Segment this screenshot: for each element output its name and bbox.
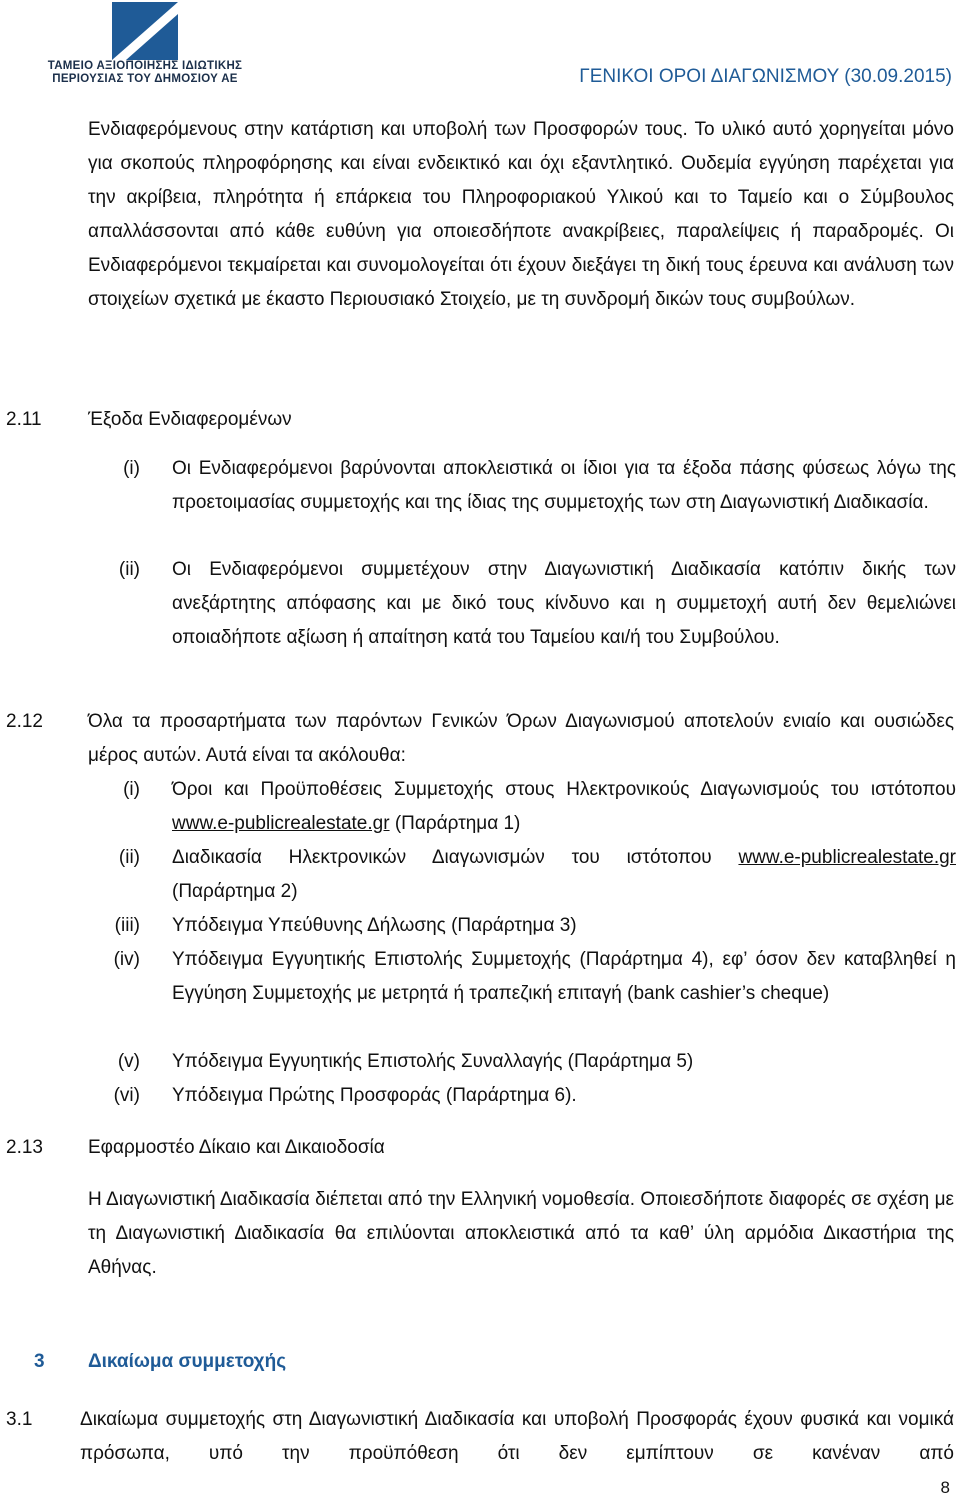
- list-item-text: [172, 841, 956, 909]
- chapter-title: Δικαίωμα συμμετοχής: [88, 1351, 287, 1372]
- list-item-label: (i): [123, 779, 140, 800]
- org-logo: [40, 2, 250, 86]
- list-item-text: [172, 773, 956, 841]
- list-item-text: Υπόδειγμα Πρώτης Προσφοράς (Παράρτημα 6).: [172, 1085, 577, 1106]
- list-item-label: (iii): [114, 915, 140, 936]
- list-item-text-after: (Παράρτημα 1): [389, 813, 521, 834]
- list-item-text-after: (Παράρτημα 2): [172, 881, 298, 902]
- section-number: 2.13: [6, 1137, 43, 1158]
- list-item-label: (ii): [118, 559, 140, 580]
- section-title: Έξοδα Ενδιαφερομένων: [88, 409, 292, 430]
- website-link[interactable]: www.e-publicrealestate.gr: [172, 813, 390, 834]
- section-text: Η Διαγωνιστική Διαδικασία διέπεται από την Ελληνική νομοθεσία. Οποιεσδήποτε διαφορές σε σχέση με τη Διαγωνιστική Διαδικασία θα επιλύονται αποκλειστικά από τα καθ’ ύλη αρμόδια Δικαστήρια της Αθήνας.: [88, 1189, 954, 1278]
- list-item-text: Υπόδειγμα Υπεύθυνης Δήλωσης (Παράρτημα 3): [172, 915, 577, 936]
- logo-icon: [112, 2, 178, 60]
- org-name-line1: ΤΑΜΕΙΟ ΑΞΙΟΠΟΙΗΣΗΣ ΙΔΙΩΤΙΚΗΣ: [47, 60, 243, 72]
- section-number: 3.1: [6, 1409, 33, 1430]
- page-header: [0, 0, 960, 105]
- list-item-text-before: Όροι και Προϋποθέσεις Συμμετοχής στους Ηλεκτρονικούς Διαγωνισμούς του ιστότοπου: [172, 779, 956, 800]
- website-link[interactable]: www.e-publicrealestate.gr: [738, 847, 956, 868]
- section-text: Όλα τα προσαρτήματα των παρόντων Γενικών Όρων Διαγωνισμού αποτελούν ενιαίο και ουσιώδες μέρος αυτών. Αυτά είναι τα ακόλουθα:: [88, 711, 954, 766]
- list-item-label: (iv): [113, 949, 140, 970]
- page-number: 8: [940, 1478, 950, 1497]
- section-number: 2.11: [6, 409, 42, 430]
- list-item-label: (ii): [118, 847, 140, 868]
- list-item-text: Οι Ενδιαφερόμενοι συμμετέχουν στην Διαγωνιστική Διαδικασία κατόπιν δικής των ανεξάρτητης απόφασης και με δικό τους κίνδυνο και η συμμετοχή αυτή δεν θεμελιώνει οποιαδήποτε αξίωση ή απαίτηση κατά του Ταμείου και/ή του Συμβούλου.: [172, 559, 956, 648]
- section-number: 2.12: [6, 711, 43, 732]
- section-title: Εφαρμοστέο Δίκαιο και Δικαιοδοσία: [88, 1137, 385, 1158]
- list-item-text-before: Διαδικασία Ηλεκτρονικών Διαγωνισμών του ιστότοπου: [172, 847, 739, 868]
- list-item-text: Υπόδειγμα Εγγυητικής Επιστολής Συμμετοχής (Παράρτημα 4), εφ’ όσον δεν καταβληθεί η Εγγύηση Συμμετοχής με μετρητά ή τραπεζική επιταγή (bank cashier’s cheque): [172, 949, 956, 1004]
- section-text: Δικαίωμα συμμετοχής στη Διαγωνιστική Διαδικασία και υποβολή Προσφοράς έχουν φυσικά και νομικά πρόσωπα, υπό την προϋπόθεση ότι δεν εμπίπτουν σε κανέναν από: [80, 1409, 954, 1464]
- list-item-label: (vi): [113, 1085, 140, 1106]
- list-item-text: Υπόδειγμα Εγγυητικής Επιστολής Συναλλαγής (Παράρτημα 5): [172, 1051, 694, 1072]
- document-title: ΓΕΝΙΚΟΙ ΟΡΟΙ ΔΙΑΓΩΝΙΣΜΟΥ (30.09.2015): [579, 66, 952, 87]
- intro-paragraph: Ενδιαφερόμενους στην κατάρτιση και υποβολή των Προσφορών τους. Το υλικό αυτό χορηγείται μόνο για σκοπούς πληροφόρησης και είναι ενδεικτικό και όχι εξαντλητικό. Ουδεμία εγγύηση παρέχεται για την ακρίβεια, πληρότητα ή επάρκεια του Πληροφοριακού Υλικού και το Ταμείο και ο Σύμβουλος απαλλάσσονται από κάθε ευθύνη για οποιεσδήποτε ανακρίβειες, παραλείψεις ή παραδρομές. Οι Ενδιαφερόμενοι τεκμαίρεται και συνομολογείται ότι έχουν διεξάγει τη δική τους έρευνα και ανάλυση των στοιχείων σχετικά με έκαστο Περιουσιακό Στοιχείο, με τη συνδρομή δικών τους συμβούλων.: [88, 119, 954, 310]
- org-name-line2: ΠΕΡΙΟΥΣΙΑΣ ΤΟΥ ΔΗΜΟΣΙΟΥ ΑΕ: [52, 73, 238, 85]
- list-item-label: (i): [123, 458, 140, 479]
- list-item-text: Οι Ενδιαφερόμενοι βαρύνονται αποκλειστικά οι ίδιοι για τα έξοδα πάσης φύσεως λόγω της προετοιμασίας συμμετοχής και της ίδιας της συμμετοχής των στη Διαγωνιστική Διαδικασία.: [172, 458, 956, 513]
- chapter-number: 3: [34, 1351, 45, 1372]
- list-item-label: (v): [117, 1051, 140, 1072]
